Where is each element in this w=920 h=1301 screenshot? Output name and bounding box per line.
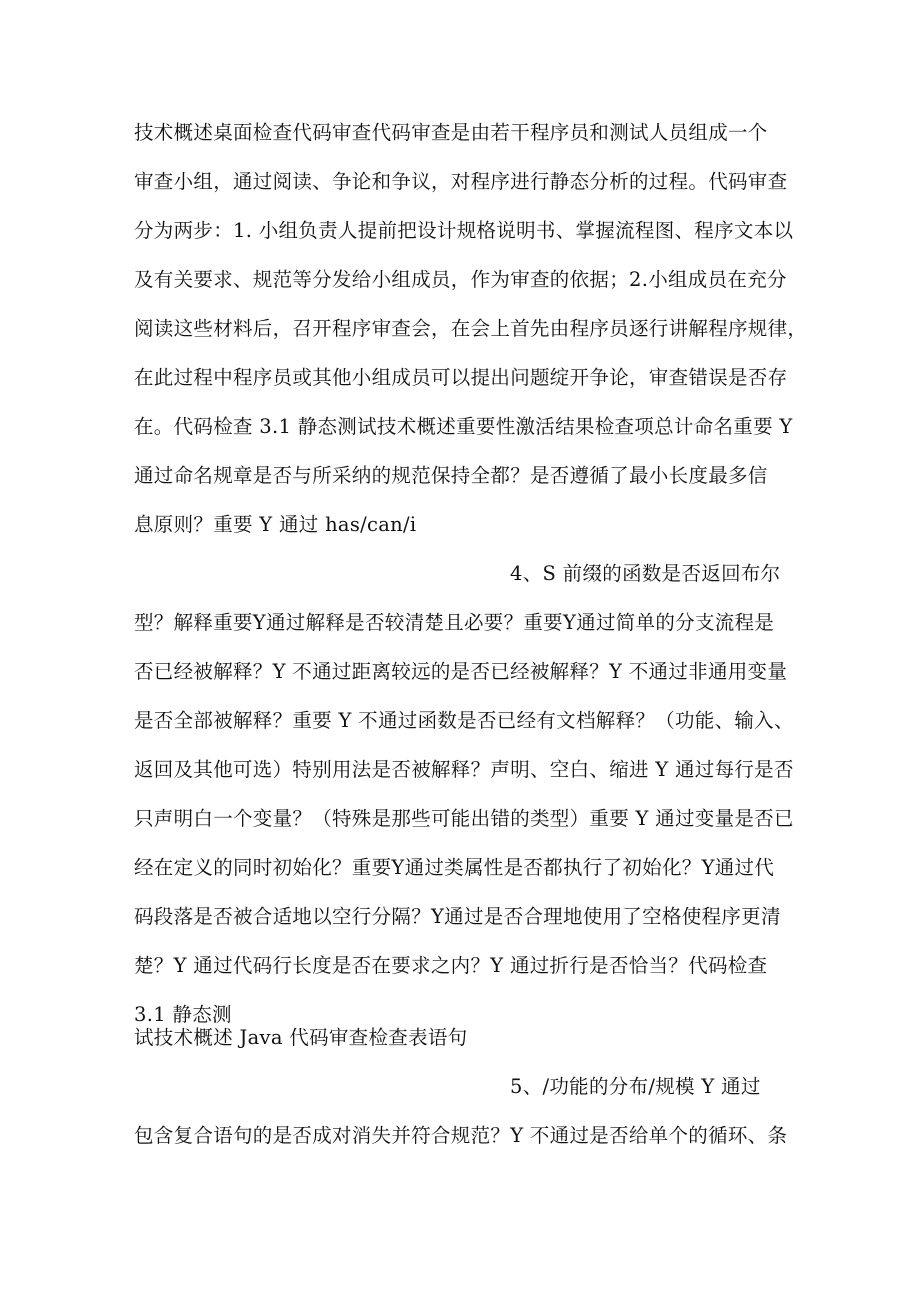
text-line: 是否全部被解释？重要 Y 不通过函数是否已经有文档解释？（功能、输入、: [134, 709, 794, 732]
section-heading-4: 4、S 前缀的函数是否返回布尔: [510, 562, 781, 585]
text-line: 经在定义的同时初始化？重要Y通过类属性是否都执行了初始化？Y通过代: [134, 856, 775, 879]
text-line: 只声明白一个变量？（特殊是那些可能出错的类型）重要 Y 通过变量是否已: [134, 807, 794, 830]
text-line: 返回及其他可选）特别用法是否被解释？声明、空白、缩进 Y 通过每行是否: [134, 758, 794, 781]
section-heading-5: 5、/功能的分布/规模 Y 通过: [510, 1075, 761, 1098]
text-line: 阅读这些材料后，召开程序审查会，在会上首先由程序员逐行讲解程序规律，: [134, 317, 808, 340]
text-line: 在。代码检查 3.1 静态测试技术概述重要性激活结果检查项总计命名重要 Y: [134, 415, 793, 438]
text-line: 码段落是否被合适地以空行分隔？Y通过是否合理地使用了空格使程序更清: [134, 905, 781, 928]
text-line: 技术概述桌面检查代码审查代码审查是由若干程序员和测试人员组成一个: [134, 121, 768, 144]
text-line: 试技术概述 Java 代码审查检查表语句: [134, 1026, 468, 1049]
text-line: 型？解释重要Y通过解释是否较清楚且必要？重要Y通过简单的分支流程是: [134, 611, 775, 634]
text-line: 分为两步：1. 小组负责人提前把设计规格说明书、掌握流程图、程序文本以: [134, 219, 794, 242]
text-line: 息原则？重要 Y 通过 has/can/i: [134, 513, 417, 536]
text-line: 在此过程中程序员或其他小组成员可以提出问题绽开争论，审查错误是否存: [134, 366, 788, 389]
text-line: 3.1 静态测: [134, 1003, 232, 1026]
text-line: 及有关要求、规范等分发给小组成员，作为审查的依据；2.小组成员在充分: [134, 268, 787, 291]
text-line: 通过命名规章是否与所采纳的规范保持全都？是否遵循了最小长度最多信: [134, 464, 768, 487]
text-line: 审查小组，通过阅读、争论和争议，对程序进行静态分析的过程。代码审查: [134, 170, 788, 193]
text-line: 否已经被解释？Y 不通过距离较远的是否已经被解释？Y 不通过非通用变量: [134, 660, 788, 683]
text-line: 楚？Y 通过代码行长度是否在要求之内？Y 通过折行是否恰当？代码检查: [134, 954, 768, 977]
text-line: 包含复合语句的是否成对消失并符合规范？Y 不通过是否给单个的循环、条: [134, 1124, 788, 1147]
